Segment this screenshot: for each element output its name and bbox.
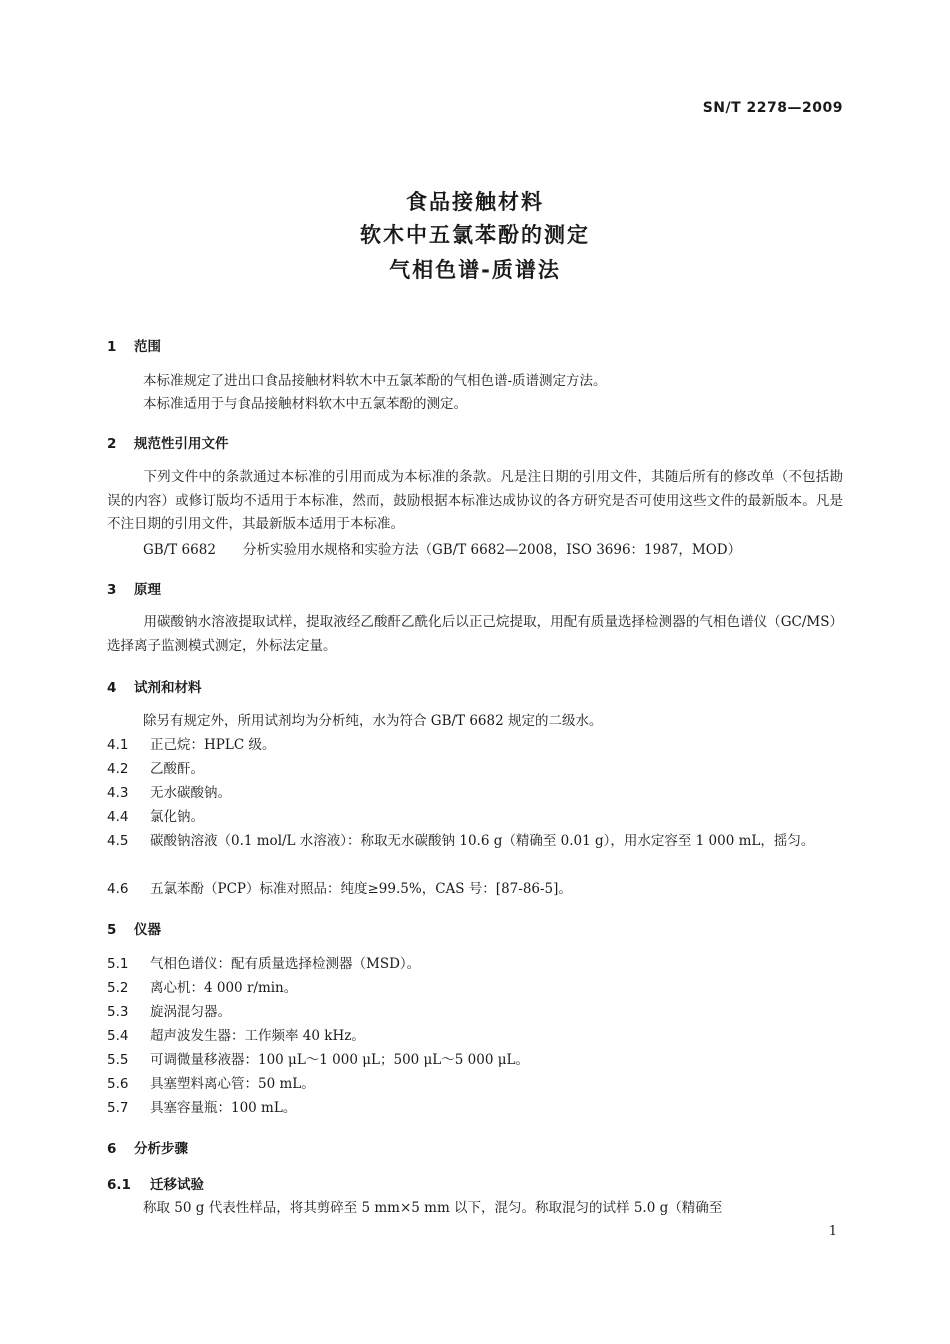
section-4-heading <box>107 676 202 696</box>
normative-reference <box>143 539 843 561</box>
title-line-3: 气相色谱-质谱法 <box>389 258 561 282</box>
section-title: 范围 <box>134 339 161 355</box>
item-number: 4.6 <box>107 881 129 897</box>
list-item <box>107 1049 843 1072</box>
section-number: 4 <box>107 680 117 696</box>
section-5-heading <box>107 918 161 938</box>
item-number: 5.6 <box>107 1076 129 1092</box>
section-number: 2 <box>107 436 117 452</box>
item-number: 5.4 <box>107 1028 129 1044</box>
item-text: 具塞塑料离心管：50 mL。 <box>150 1076 315 1092</box>
section-number: 6 <box>107 1141 117 1157</box>
title-line-2: 软木中五氯苯酚的测定 <box>360 223 590 247</box>
list-item <box>107 734 843 757</box>
item-number: 4.2 <box>107 761 129 777</box>
list-item <box>107 977 843 1000</box>
list-item <box>107 1025 843 1048</box>
subsection-6-1-heading <box>107 1173 204 1193</box>
item-text: 离心机：4 000 r/min。 <box>150 980 298 996</box>
reference-text: 分析实验用水规格和实验方法（GB/T 6682—2008，ISO 3696：1987，MOD） <box>243 542 742 558</box>
list-item <box>107 830 843 853</box>
item-text: 氯化钠。 <box>150 809 204 825</box>
list-item <box>107 953 843 976</box>
standard-code: SN/T 2278—2009 <box>702 100 843 116</box>
item-number: 5.1 <box>107 956 129 972</box>
item-number: 5.3 <box>107 1004 129 1020</box>
reference-code: GB/T 6682 <box>143 542 216 558</box>
title-line-1: 食品接触材料 <box>406 190 544 214</box>
section-4-paragraph-1: 除另有规定外，所用试剂均为分析纯，水为符合 GB/T 6682 规定的二级水。 <box>143 713 603 729</box>
list-item <box>107 1001 843 1024</box>
section-3-paragraph-1: 用碳酸钠水溶液提取试样，提取液经乙酸酐乙酰化后以正己烷提取，用配有质量选择检测器的气相色谱仪（GC/MS）选择离子监测模式测定，外标法定量。 <box>107 614 843 654</box>
list-item <box>107 1073 843 1096</box>
section-3-heading <box>107 578 161 598</box>
section-number: 3 <box>107 582 117 598</box>
section-title: 仪器 <box>134 922 161 938</box>
item-text: 正己烷：HPLC 级。 <box>150 737 276 753</box>
subsection-title: 迁移试验 <box>150 1177 204 1193</box>
item-number: 5.5 <box>107 1052 129 1068</box>
subsection-6-1-paragraph: 称取 50 g 代表性样品，将其剪碎至 5 mm×5 mm 以下，混匀。称取混匀的试样 5.0 g（精确至 <box>143 1200 723 1216</box>
list-item <box>107 782 843 805</box>
section-number: 1 <box>107 339 117 355</box>
section-number: 5 <box>107 922 117 938</box>
item-text: 超声波发生器：工作频率 40 kHz。 <box>150 1028 365 1044</box>
section-1-heading <box>107 335 161 355</box>
section-1-paragraph-2: 本标准适用于与食品接触材料软木中五氯苯酚的测定。 <box>143 396 467 412</box>
section-title: 试剂和材料 <box>134 680 202 696</box>
item-text: 气相色谱仪：配有质量选择检测器（MSD）。 <box>150 956 421 972</box>
section-title: 规范性引用文件 <box>134 436 229 452</box>
list-item <box>107 1097 843 1120</box>
item-text: 无水碳酸钠。 <box>150 785 231 801</box>
subsection-number: 6.1 <box>107 1177 131 1193</box>
item-text: 乙酸酐。 <box>150 761 204 777</box>
item-number: 4.5 <box>107 833 129 849</box>
list-item <box>107 806 843 829</box>
page-number: 1 <box>828 1224 837 1239</box>
item-text: 五氯苯酚（PCP）标准对照品：纯度≥99.5%，CAS 号：[87-86-5]。 <box>150 881 572 897</box>
item-text: 具塞容量瓶：100 mL。 <box>150 1100 297 1116</box>
section-6-heading <box>107 1137 188 1157</box>
section-title: 分析步骤 <box>134 1141 188 1157</box>
section-1-paragraph-1: 本标准规定了进出口食品接触材料软木中五氯苯酚的气相色谱-质谱测定方法。 <box>143 373 607 389</box>
item-text: 旋涡混匀器。 <box>150 1004 231 1020</box>
list-item <box>107 878 843 901</box>
item-number: 4.1 <box>107 737 129 753</box>
item-text: 可调微量移液器：100 μL～1 000 μL；500 μL～5 000 μL。 <box>150 1052 529 1068</box>
item-text: 碳酸钠溶液（0.1 mol/L 水溶液）：称取无水碳酸钠 10.6 g（精确至 0.01 g），用水定容至 1 000 mL，摇匀。 <box>150 833 815 849</box>
item-number: 4.4 <box>107 809 129 825</box>
section-2-heading <box>107 432 229 452</box>
item-number: 4.3 <box>107 785 129 801</box>
list-item <box>107 758 843 781</box>
section-2-paragraph-1: 下列文件中的条款通过本标准的引用而成为本标准的条款。凡是注日期的引用文件，其随后所有的修改单（不包括勘误的内容）或修订版均不适用于本标准，然而，鼓励根据本标准达成协议的各方研究是否可使用这些文件的最新版本。凡是不注日期的引用文件，其最新版本适用于本标准。 <box>107 469 843 532</box>
item-number: 5.7 <box>107 1100 129 1116</box>
item-number: 5.2 <box>107 980 129 996</box>
section-title: 原理 <box>134 582 161 598</box>
